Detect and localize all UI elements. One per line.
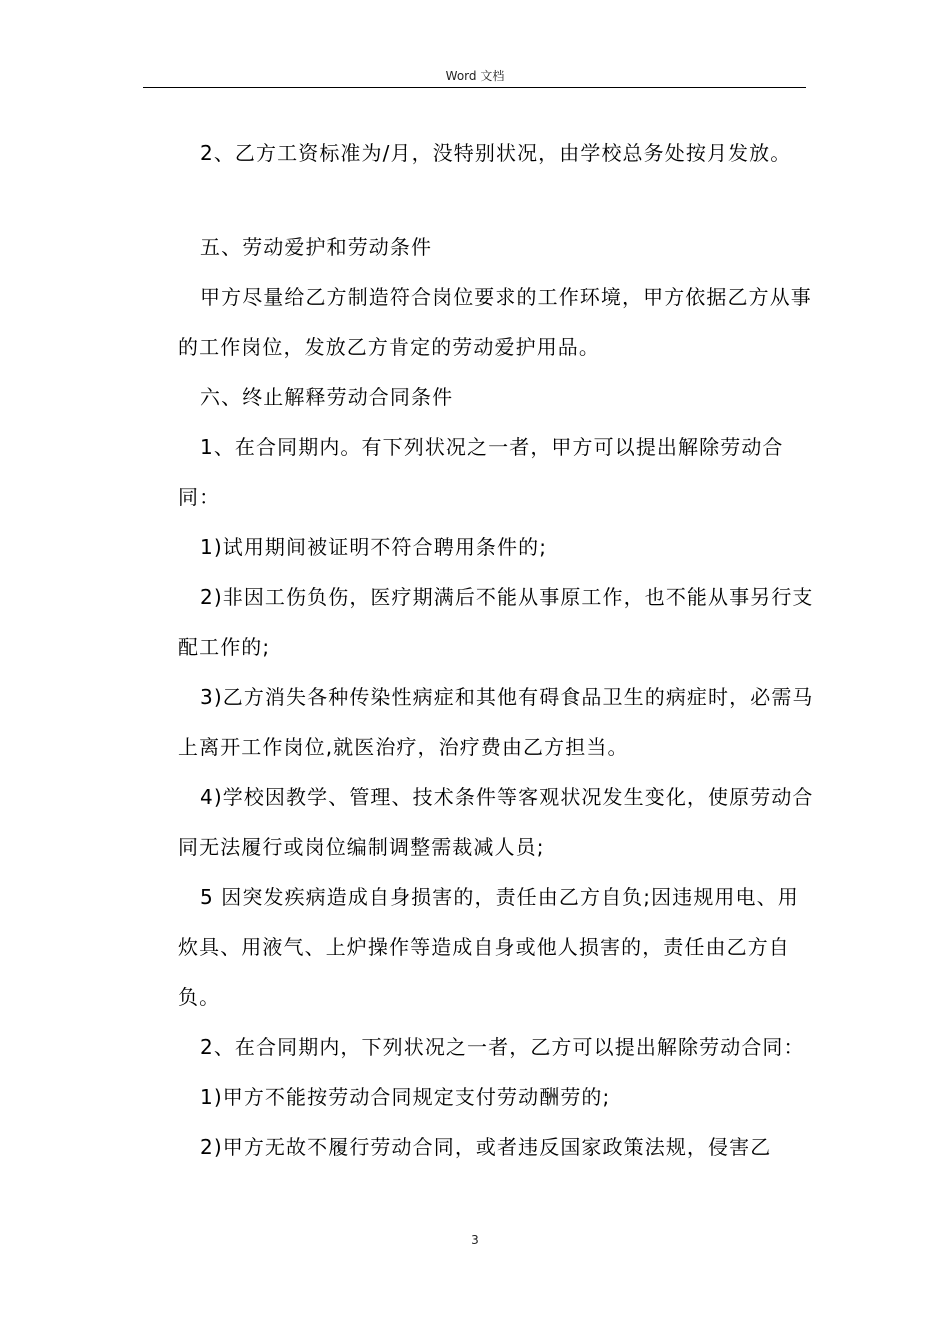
list-item-breach: 2)甲方无故不履行劳动合同，或者违反国家政策法规，侵害乙 bbox=[200, 1135, 772, 1159]
paragraph-employee-termination: 2、在合同期内，下列状况之一者，乙方可以提出解除劳动合同： bbox=[200, 1035, 805, 1059]
list-item-objective-change: 4)学校因教学、管理、技术条件等客观状况发生变化，使原劳动合同无法履行或岗位编制调整需裁减人员; bbox=[178, 785, 814, 859]
list-item-injury: 2)非因工伤负伤，医疗期满后不能从事原工作，也不能从事另行支配工作的; bbox=[178, 585, 814, 659]
document-body bbox=[178, 128, 818, 1172]
list-item-unpaid: 1)甲方不能按劳动合同规定支付劳动酬劳的; bbox=[200, 1085, 611, 1109]
paragraph-salary: 2、乙方工资标准为/月，没特别状况，由学校总务处按月发放。 bbox=[200, 141, 792, 165]
document-header-label: Word 文档 bbox=[445, 69, 505, 83]
list-item-disease: 3)乙方消失各种传染性病症和其他有碍食品卫生的病症时，必需马上离开工作岗位,就医治疗，治疗费由乙方担当。 bbox=[178, 685, 814, 759]
page-number: 3 bbox=[471, 1233, 479, 1247]
list-item-self-responsibility: 5 因突发疾病造成自身损害的，责任由乙方自负;因违规用电、用炊具、用液气、上炉操作等造成自身或他人损害的，责任由乙方自负。 bbox=[178, 885, 799, 1009]
paragraph-employer-termination: 1、在合同期内。有下列状况之一者，甲方可以提出解除劳动合同： bbox=[178, 435, 784, 509]
list-item-probation: 1)试用期间被证明不符合聘用条件的; bbox=[200, 535, 548, 559]
section-heading-labor-protection: 五、劳动爱护和劳动条件 bbox=[200, 235, 433, 259]
paragraph-labor-protection: 甲方尽量给乙方制造符合岗位要求的工作环境，甲方依据乙方从事的工作岗位，发放乙方肯定的劳动爱护用品。 bbox=[178, 285, 812, 359]
section-heading-termination: 六、终止解释劳动合同条件 bbox=[200, 385, 454, 409]
header-divider bbox=[143, 87, 806, 88]
